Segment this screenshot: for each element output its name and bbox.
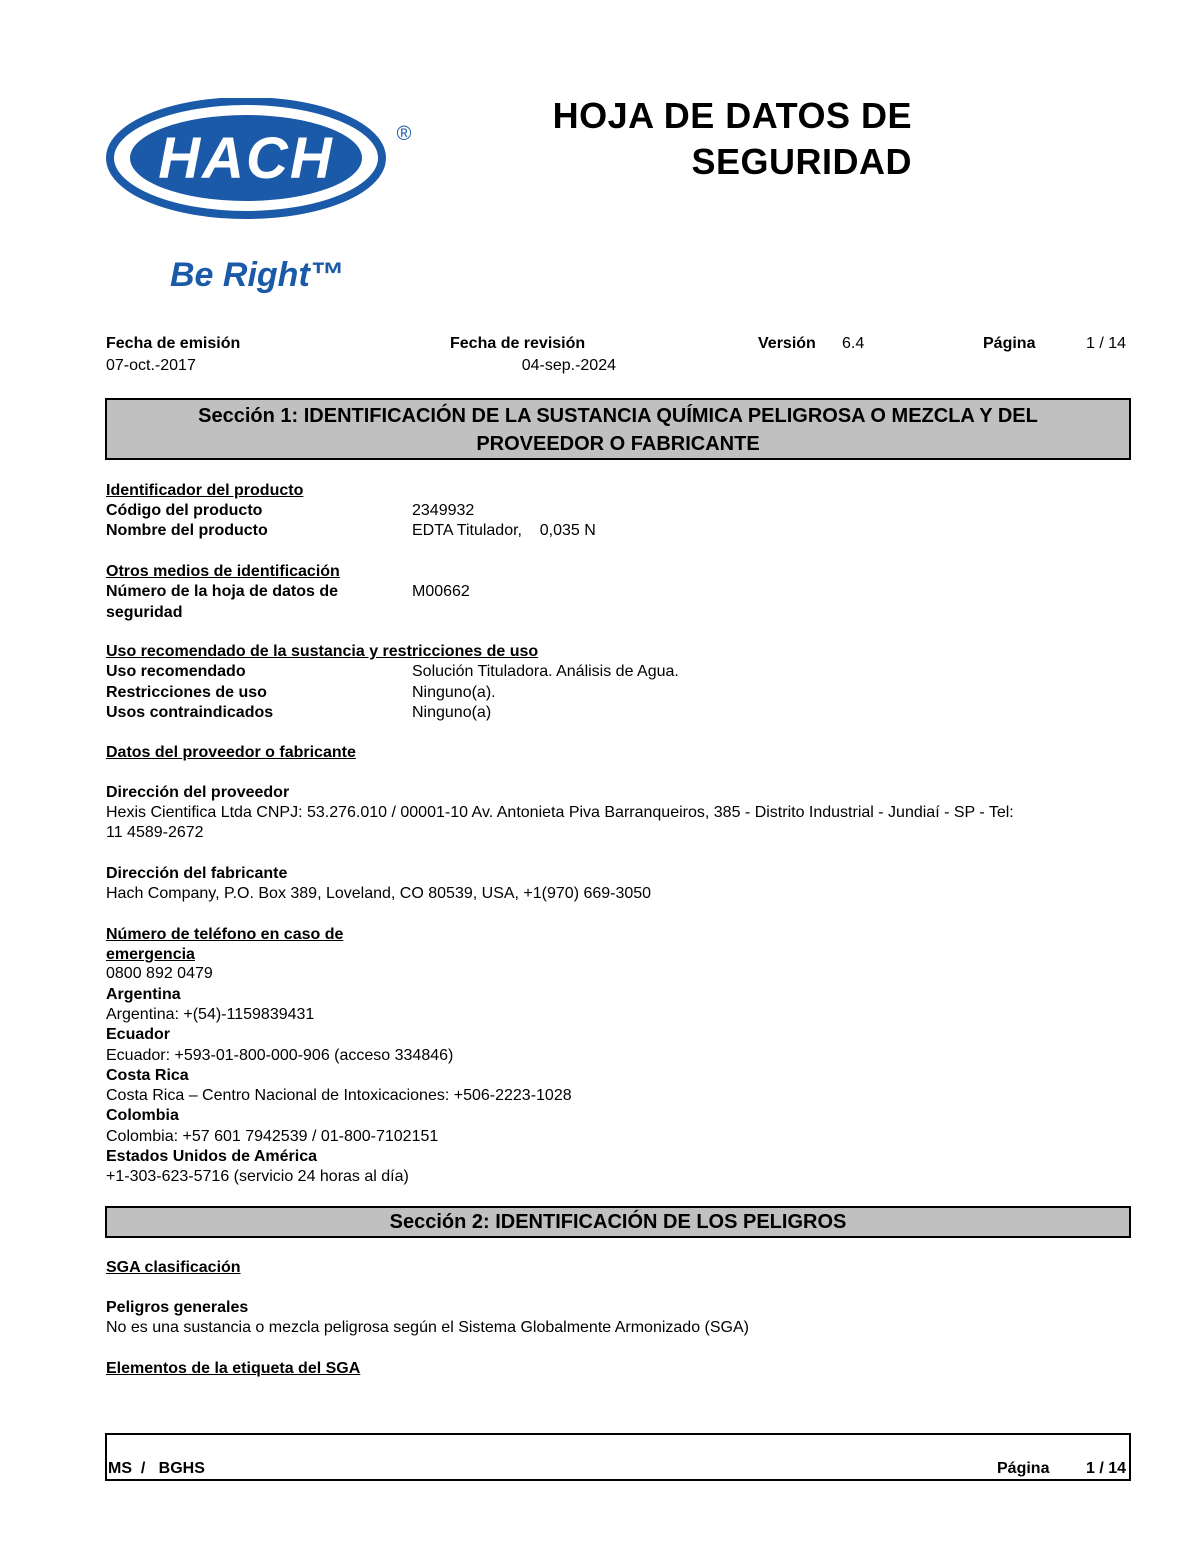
emergency-country: Ecuador <box>106 1026 171 1043</box>
emergency-heading-line-1: Número de teléfono en caso de <box>106 926 344 943</box>
other-means-heading: Otros medios de identificación <box>106 563 340 580</box>
page-label: Página <box>983 335 1036 352</box>
restrictions-value: Ninguno(a). <box>412 684 496 701</box>
section-1-title-line-1: Sección 1: IDENTIFICACIÓN DE LA SUSTANCIA QUÍMICA PELIGROSA O MEZCLA Y DEL <box>198 405 1038 427</box>
emergency-detail: Ecuador: +593-01-800-000-906 (acceso 334846) <box>106 1047 454 1064</box>
document-title-line-2: SEGURIDAD <box>691 141 912 182</box>
sds-number-value: M00662 <box>412 583 470 600</box>
contraindicated-label: Usos contraindicados <box>106 704 274 721</box>
supplier-address-line-2: 11 4589-2672 <box>106 824 204 841</box>
recommended-use-value: Solución Tituladora. Análisis de Agua. <box>412 663 679 680</box>
logo-tagline: Be Right™ <box>170 256 344 294</box>
document-title <box>440 93 912 185</box>
supplier-heading: Datos del proveedor o fabricante <box>106 744 356 761</box>
footer-doc-code: MS / BGHS <box>108 1460 205 1477</box>
revision-date-label: Fecha de revisión <box>450 335 586 352</box>
product-identifier-heading: Identificador del producto <box>106 482 304 499</box>
footer-page-label: Página <box>997 1460 1050 1477</box>
version-value: 6.4 <box>842 335 865 352</box>
footer-page-value: 1 / 14 <box>1085 1460 1126 1477</box>
section-1-title-line-2: PROVEEDOR O FABRICANTE <box>476 433 760 455</box>
emergency-detail: Colombia: +57 601 7942539 / 01-800-7102151 <box>106 1128 439 1145</box>
supplier-address-label: Dirección del proveedor <box>106 784 290 801</box>
logo-brand-text: HACH <box>158 126 334 191</box>
emergency-country: Argentina <box>106 986 181 1003</box>
product-code-value: 2349932 <box>412 502 475 519</box>
recommended-use-label: Uso recomendado <box>106 663 246 680</box>
product-name-value: EDTA Titulador, 0,035 N <box>412 522 596 539</box>
revision-date-value: 04-sep.-2024 <box>521 357 616 374</box>
general-hazards-value: No es una sustancia o mezcla peligrosa según el Sistema Globalmente Armonizado (SGA) <box>106 1319 749 1336</box>
version-label: Versión <box>758 335 816 352</box>
hach-logo <box>104 98 424 298</box>
emergency-heading-line-2: emergencia <box>106 946 195 963</box>
manufacturer-address-value: Hach Company, P.O. Box 389, Loveland, CO 80539, USA, +1(970) 669-3050 <box>106 885 652 902</box>
manufacturer-address-label: Dirección del fabricante <box>106 865 288 882</box>
restrictions-label: Restricciones de uso <box>106 684 267 701</box>
issue-date-value: 07-oct.-2017 <box>106 357 196 374</box>
issue-date-label: Fecha de emisión <box>106 335 241 352</box>
emergency-detail: Costa Rica – Centro Nacional de Intoxicaciones: +506-2223-1028 <box>106 1087 572 1104</box>
sds-number-label-line-2: seguridad <box>106 604 183 621</box>
section-2-header: Sección 2: IDENTIFICACIÓN DE LOS PELIGROS <box>105 1206 1131 1238</box>
contraindicated-value: Ninguno(a) <box>412 704 492 721</box>
page-footer <box>105 1433 1131 1481</box>
emergency-detail: +1-303-623-5716 (servicio 24 horas al día) <box>106 1168 409 1185</box>
use-heading: Uso recomendado de la sustancia y restricciones de uso <box>106 643 539 660</box>
sga-classification-heading: SGA clasificación <box>106 1259 241 1276</box>
sds-number-label-line-1: Número de la hoja de datos de <box>106 583 339 600</box>
emergency-detail: Argentina: +(54)-1159839431 <box>106 1006 315 1023</box>
emergency-country: Estados Unidos de América <box>106 1148 318 1165</box>
hach-logo-graphic <box>104 98 424 298</box>
general-hazards-label: Peligros generales <box>106 1299 249 1316</box>
label-elements-heading: Elementos de la etiqueta del SGA <box>106 1360 361 1377</box>
emergency-number: 0800 892 0479 <box>106 965 213 982</box>
registered-mark: ® <box>396 123 412 145</box>
section-1-header <box>105 398 1131 460</box>
emergency-country: Costa Rica <box>106 1067 189 1084</box>
supplier-address-line-1: Hexis Cientifica Ltda CNPJ: 53.276.010 / 00001-10 Av. Antonieta Piva Barranqueiros, 385 - Distrito Industrial - Jundiaí - SP - Tel: <box>106 804 1014 821</box>
document-title-line-1: HOJA DE DATOS DE <box>552 95 912 136</box>
page-value: 1 / 14 <box>1085 335 1126 352</box>
product-code-label: Código del producto <box>106 502 263 519</box>
product-name-label: Nombre del producto <box>106 522 268 539</box>
emergency-country: Colombia <box>106 1107 179 1124</box>
